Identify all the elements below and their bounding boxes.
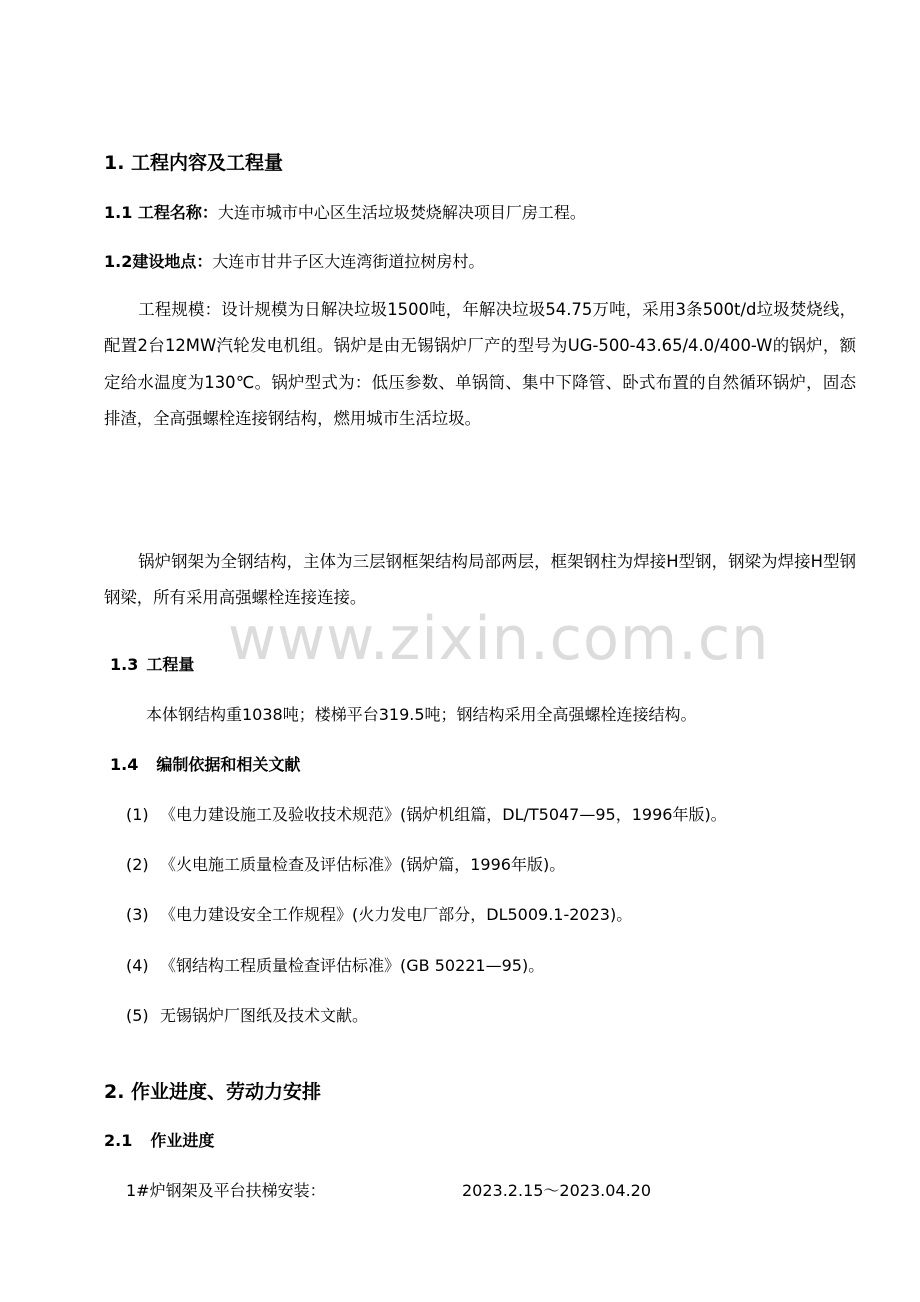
- reference-text: 《钢结构工程质量检查评估标准》(GB 50221—95)。: [160, 956, 545, 975]
- section-2-1-title: 作业进度: [150, 1131, 215, 1150]
- section-1-3-number: 1.3: [110, 655, 139, 674]
- boiler-frame-text: 锅炉钢架为全钢结构，主体为三层钢框架结构局部两层，框架钢柱为焊接H型钢，钢梁为焊接H型钢钢梁，所有采用高强螺栓连接连接。: [104, 552, 856, 608]
- quantity-text: 本体钢结构重1038吨；楼梯平台319.5吨；钢结构采用全高强螺栓连接结构。: [146, 705, 697, 724]
- reference-number: (4): [126, 956, 149, 975]
- section-2-1-heading: [104, 1128, 214, 1151]
- section-1-4-title: 编制依据和相关文献: [156, 755, 301, 774]
- section-1-3-title: 工程量: [146, 655, 195, 674]
- reference-number: (2): [126, 855, 149, 874]
- reference-item: [126, 852, 565, 875]
- project-location-line: [104, 249, 484, 272]
- reference-text: 无锡锅炉厂图纸及技术文献。: [160, 1006, 369, 1025]
- reference-text: 《电力建设施工及验收技术规范》(锅炉机组篇，DL/T5047—95，1996年版)。: [160, 805, 727, 824]
- section-2-1-number: 2.1: [104, 1131, 133, 1150]
- section-2-heading: 2. 作业进度、劳动力安排: [104, 1081, 322, 1103]
- reference-text: 《火电施工质量检查及评估标准》(锅炉篇，1996年版)。: [160, 855, 566, 874]
- reference-item: [126, 1003, 368, 1026]
- project-location-label: 1.2建设地点：: [104, 252, 213, 271]
- schedule-row: [126, 1178, 726, 1201]
- project-name-line: [104, 200, 586, 223]
- reference-number: (1): [126, 805, 149, 824]
- section-1-4-heading: [110, 752, 300, 775]
- reference-item: [126, 953, 544, 976]
- schedule-date: 2023.2.15～2023.04.20: [462, 1181, 652, 1200]
- project-scale-text: 工程规模：设计规模为日解决垃圾1500吨，年解决垃圾54.75万吨，采用3条500t/d垃圾焚烧线，配置2台12MW汽轮发电机组。锅炉是由无锡锅炉厂产的型号为UG-500-43.65/4.0/400-W的锅炉，额定给水温度为130℃。锅炉型式为：低压参数、单锅筒、集中下降管、卧式布置的自然循环锅炉，固态排渣，全高强螺栓连接钢结构，燃用城市生活垃圾。: [104, 300, 856, 429]
- project-scale-paragraph: [104, 292, 856, 438]
- reference-number: (3): [126, 905, 149, 924]
- project-name-value: 大连市城市中心区生活垃圾焚烧解决项目厂房工程。: [217, 203, 586, 222]
- boiler-frame-paragraph: [104, 544, 856, 617]
- schedule-item: 1#炉钢架及平台扶梯安装：: [126, 1181, 326, 1200]
- project-name-label: 1.1 工程名称：: [104, 203, 218, 222]
- reference-item: [126, 902, 632, 925]
- watermark: www.zixin.com.cn: [228, 604, 770, 674]
- project-location-value: 大连市甘井子区大连湾街道拉树房村。: [212, 252, 485, 271]
- reference-text: 《电力建设安全工作规程》(火力发电厂部分，DL5009.1-2023)。: [160, 905, 633, 924]
- section-1-heading: 1. 工程内容及工程量: [104, 152, 284, 174]
- reference-number: (5): [126, 1006, 149, 1025]
- reference-item: [126, 802, 727, 825]
- section-1-4-number: 1.4: [110, 755, 139, 774]
- section-1-3-heading: [110, 652, 194, 675]
